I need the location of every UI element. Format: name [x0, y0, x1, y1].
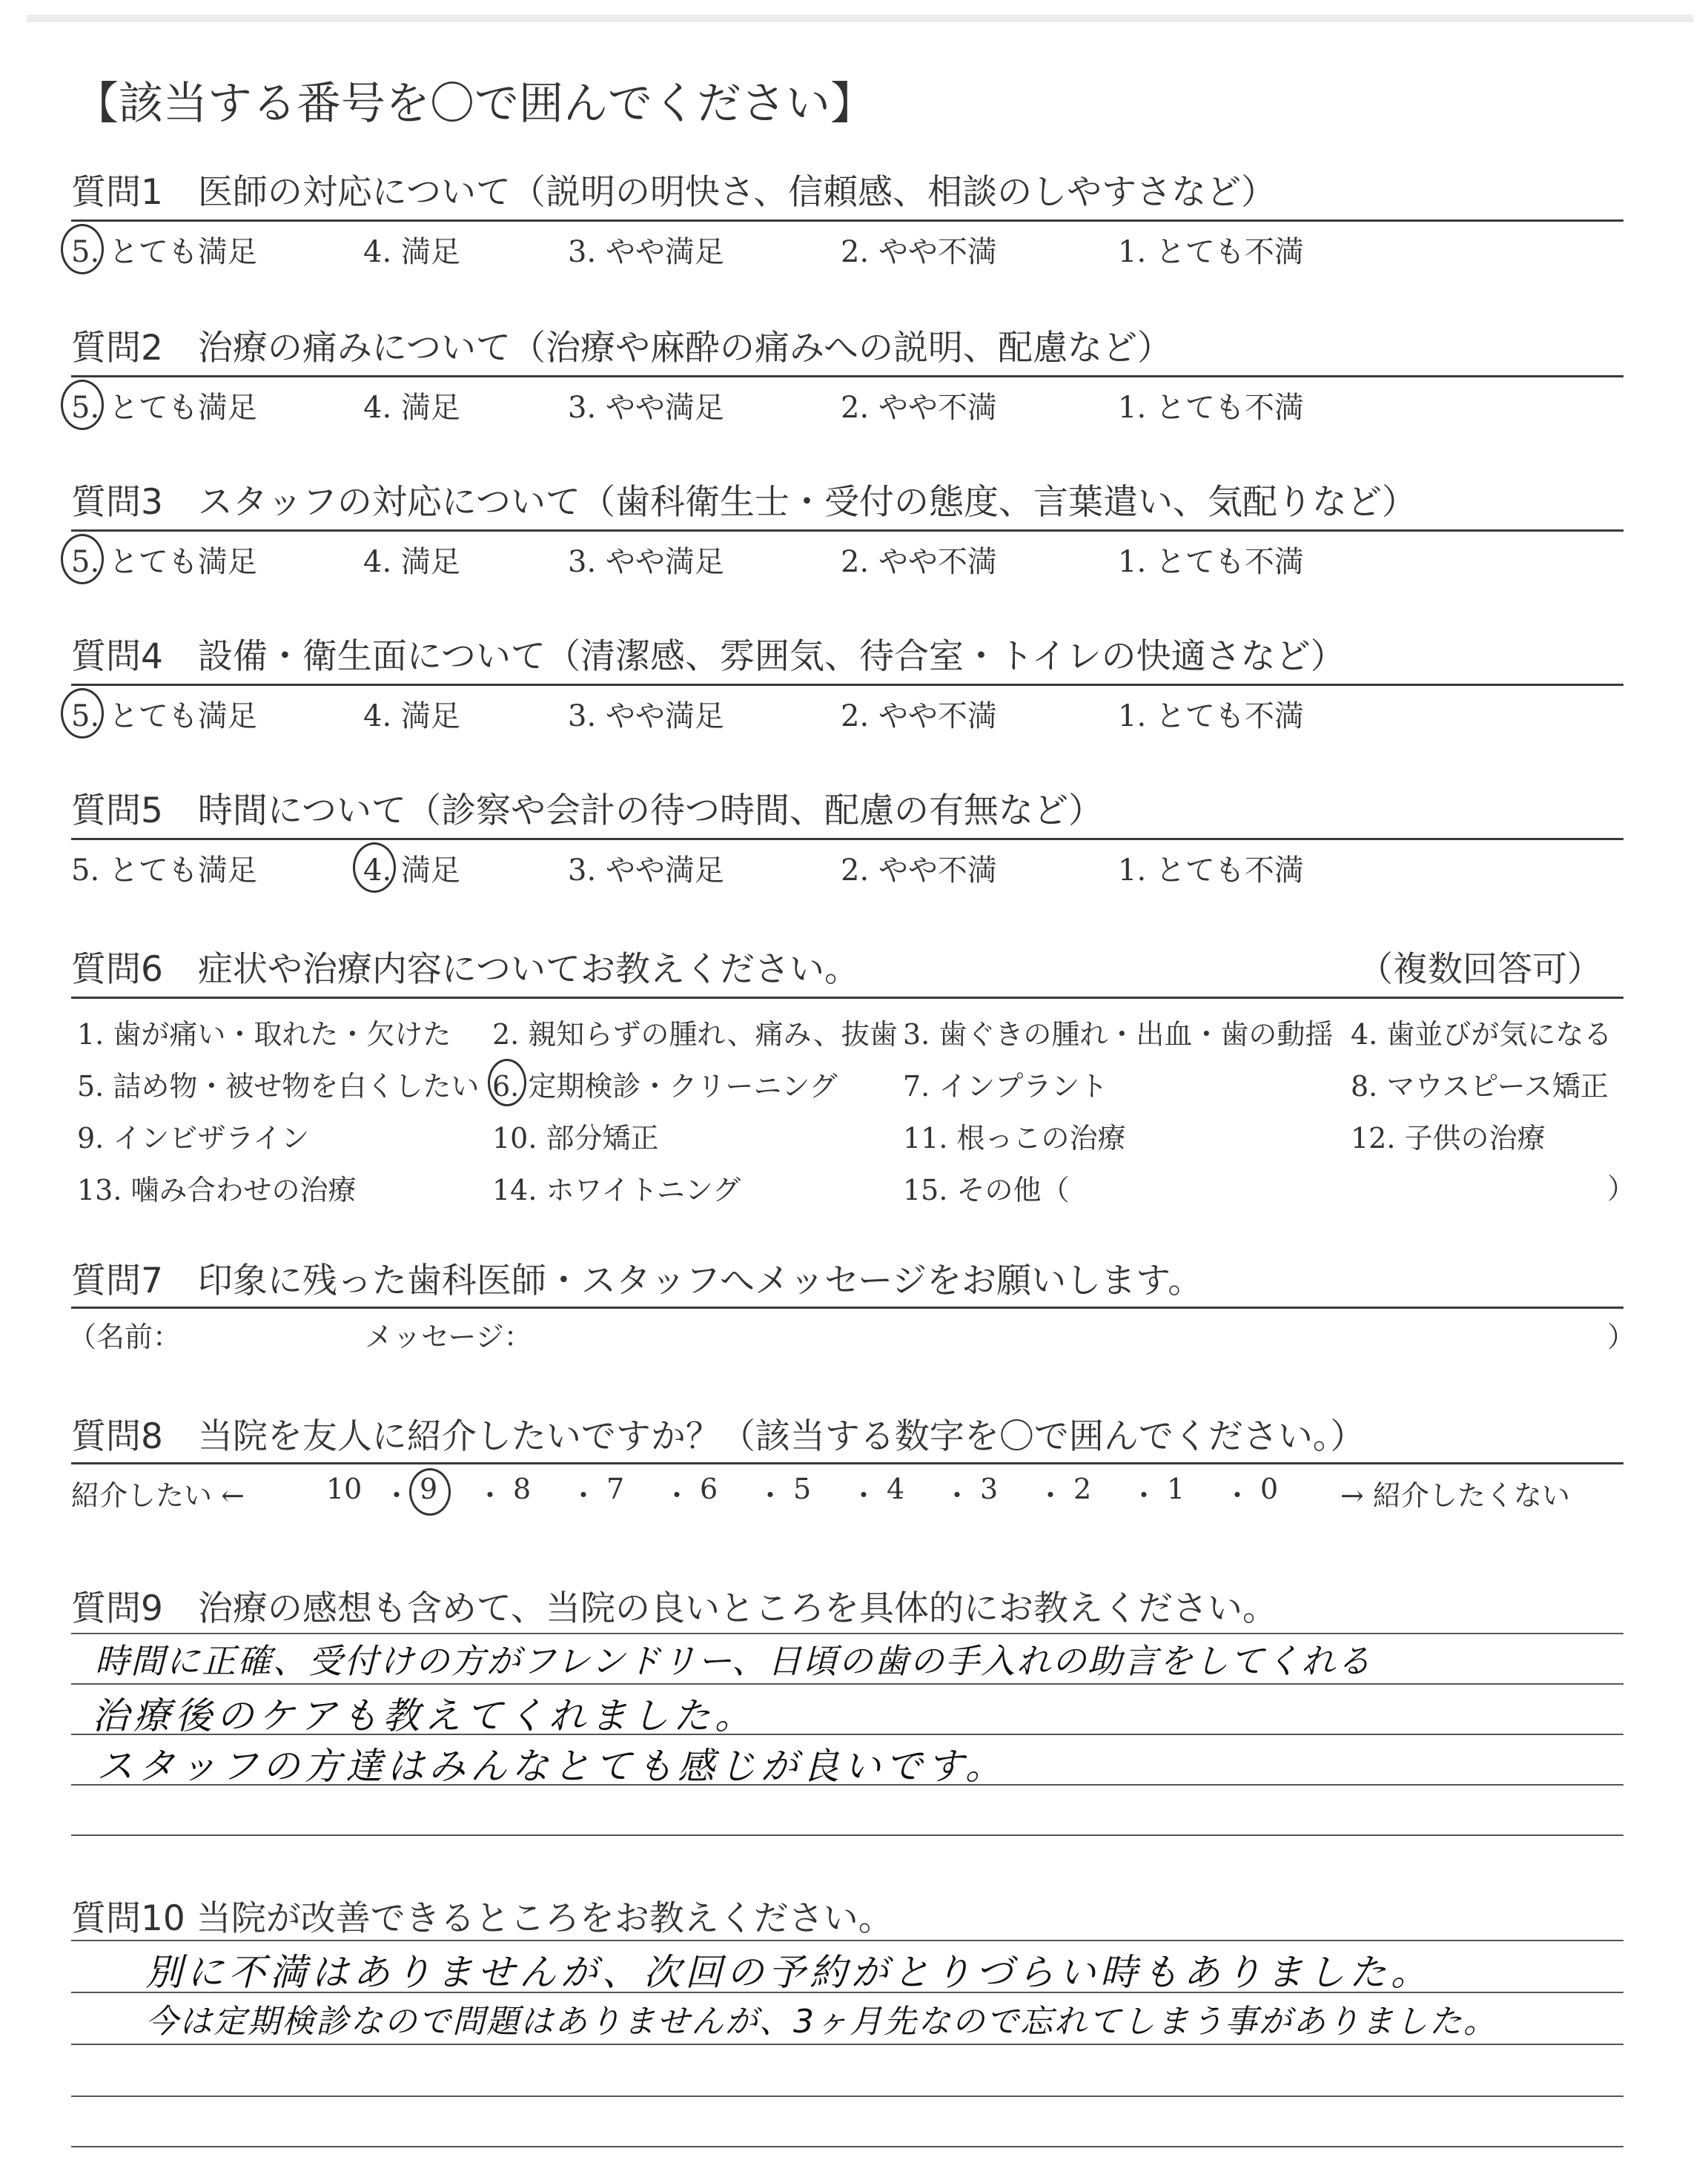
q9-answer-line-2: 治療後のケアも教えてくれました。 — [92, 1694, 756, 1737]
q6-item-14: 14. ホワイトニング — [492, 1174, 741, 1206]
q8-number-2: 2 — [1073, 1473, 1092, 1505]
q10-writing-line-5 — [71, 2146, 1623, 2147]
q3-option-1: 1. とても不満 — [1118, 545, 1304, 579]
q8-number-10: 10 — [326, 1473, 363, 1505]
q6-item-4: 4. 歯並びが気になる — [1351, 1018, 1612, 1051]
instruction-header: 【該当する番号を〇で囲んでください】 — [74, 78, 875, 130]
q8-separator: ・ — [476, 1479, 505, 1512]
q4-option-5: 5. とても満足 — [71, 699, 257, 733]
q6-close-paren: ） — [1607, 1172, 1636, 1205]
q6-item-5: 5. 詰め物・被せ物を白くしたい — [77, 1070, 480, 1103]
q6-selection-circle — [488, 1059, 526, 1106]
q10-title: 質問10 当院が改善できるところをお教えください。 — [71, 1898, 893, 1939]
scan-top-edge — [27, 15, 1693, 22]
q9-writing-line-2 — [71, 1683, 1623, 1685]
q10-writing-line-1 — [71, 1940, 1623, 1941]
q5-selection-circle — [353, 842, 396, 893]
q9-title: 質問9 治療の感想も含めて、当院の良いところを具体的にお教えください。 — [71, 1588, 1277, 1629]
q1-option-1: 1. とても不満 — [1118, 235, 1304, 269]
q10-writing-line-4 — [71, 2095, 1623, 2097]
q8-separator: ・ — [850, 1479, 878, 1512]
q8-left-label: 紹介したい ← — [71, 1479, 245, 1512]
q8-number-9: 9 — [420, 1473, 438, 1505]
q8-rule — [71, 1462, 1623, 1464]
q4-selection-circle — [61, 688, 104, 739]
q9-writing-line-5 — [71, 1834, 1623, 1836]
q10-answer-line-2: 今は定期検診なので問題はありませんが、3ヶ月先なので忘れてしまう事がありました。 — [145, 2003, 1497, 2041]
q8-number-3: 3 — [980, 1473, 999, 1505]
q2-selection-circle — [61, 380, 104, 430]
q8-separator: ・ — [1036, 1479, 1065, 1512]
q6-item-13: 13. 噛み合わせの治療 — [77, 1174, 357, 1206]
q6-item-8: 8. マウスピース矯正 — [1351, 1070, 1609, 1103]
q5-option-2: 2. やや不満 — [841, 853, 997, 888]
q2-option-4: 4. 満足 — [363, 391, 460, 425]
q3-selection-circle — [61, 534, 104, 584]
q2-option-5: 5. とても満足 — [71, 391, 257, 425]
q8-number-8: 8 — [513, 1473, 532, 1505]
q3-option-2: 2. やや不満 — [841, 545, 997, 579]
q6-rule — [71, 997, 1623, 999]
q8-separator: ・ — [756, 1479, 785, 1512]
q8-number-4: 4 — [887, 1473, 905, 1505]
q1-option-3: 3. やや満足 — [568, 235, 724, 269]
q8-number-0: 0 — [1260, 1473, 1279, 1505]
q5-option-5: 5. とても満足 — [71, 853, 257, 888]
q6-item-11: 11. 根っこの治療 — [903, 1122, 1126, 1155]
q7-rule — [71, 1307, 1623, 1309]
q8-selection-circle — [409, 1468, 451, 1516]
q3-option-3: 3. やや満足 — [568, 545, 724, 579]
q2-option-1: 1. とても不満 — [1118, 391, 1304, 425]
q4-option-4: 4. 満足 — [363, 699, 460, 733]
q3-option-4: 4. 満足 — [363, 545, 460, 579]
q3-option-5: 5. とても満足 — [71, 545, 257, 579]
q8-number-6: 6 — [700, 1473, 718, 1505]
q7-title: 質問7 印象に残った歯科医師・スタッフへメッセージをお願いします。 — [71, 1261, 1203, 1301]
q3-rule — [71, 529, 1623, 532]
q8-separator: ・ — [569, 1479, 598, 1512]
q8-separator: ・ — [1223, 1479, 1252, 1512]
q1-option-4: 4. 満足 — [363, 235, 460, 269]
q7-close-paren: ） — [1607, 1321, 1636, 1353]
q6-item-2: 2. 親知らずの腫れ、痛み、抜歯 — [492, 1018, 898, 1051]
q8-separator: ・ — [1130, 1479, 1159, 1512]
q8-number-5: 5 — [793, 1473, 812, 1505]
q2-option-2: 2. やや不満 — [841, 391, 997, 425]
q1-rule — [71, 219, 1623, 222]
q4-rule — [71, 684, 1623, 686]
q6-title: 質問6 症状や治療内容についてお教えください。 — [71, 949, 859, 990]
q1-option-2: 2. やや不満 — [841, 235, 997, 269]
q6-note: （複数回答可） — [1358, 949, 1602, 990]
q4-title: 質問4 設備・衛生面について（清潔感、雰囲気、待合室・トイレの快適さなど） — [71, 636, 1345, 677]
q1-selection-circle — [61, 224, 104, 274]
q10-answer-line-1: 別に不満はありませんが、次回の予約がとりづらい時もありました。 — [145, 1951, 1432, 1994]
q8-number-1: 1 — [1167, 1473, 1185, 1505]
q8-title: 質問8 当院を友人に紹介したいですか？（該当する数字を〇で囲んでください。） — [71, 1416, 1366, 1457]
q2-option-3: 3. やや満足 — [568, 391, 724, 425]
q6-item-9: 9. インビザライン — [77, 1122, 310, 1155]
q6-item-3: 3. 歯ぐきの腫れ・出血・歯の動揺 — [903, 1018, 1334, 1051]
q9-answer-line-3: スタッフの方達はみんなとても感じが良いです。 — [96, 1745, 1007, 1788]
q5-title: 質問5 時間について（診察や会計の待つ時間、配慮の有無など） — [71, 790, 1103, 831]
q6-item-6: 6. 定期検診・クリーニング — [492, 1070, 838, 1103]
q7-message-label: メッセージ： — [365, 1321, 532, 1353]
q5-option-4: 4. 満足 — [363, 853, 460, 888]
q8-separator: ・ — [383, 1479, 411, 1512]
q2-title: 質問2 治療の痛みについて（治療や麻酔の痛みへの説明、配慮など） — [71, 328, 1173, 369]
q6-item-10: 10. 部分矯正 — [492, 1122, 659, 1155]
q8-number-7: 7 — [606, 1473, 625, 1505]
q5-option-1: 1. とても不満 — [1118, 853, 1304, 888]
q2-rule — [71, 375, 1623, 377]
q5-rule — [71, 838, 1623, 840]
q6-item-12: 12. 子供の治療 — [1351, 1122, 1546, 1155]
q1-title: 質問1 医師の対応について（説明の明快さ、信頼感、相談のしやすさなど） — [71, 172, 1277, 213]
q8-separator: ・ — [663, 1479, 692, 1512]
q9-answer-line-1: 時間に正確、受付けの方がフレンドリー、日頃の歯の手入れの助言をしてくれる — [95, 1641, 1373, 1681]
q7-name-label: （名前： — [68, 1321, 182, 1353]
q1-option-5: 5. とても満足 — [71, 235, 257, 269]
q3-title: 質問3 スタッフの対応について（歯科衛生士・受付の態度、言葉遣い、気配りなど） — [71, 482, 1417, 523]
q6-item-15: 15. その他（ — [903, 1174, 1070, 1206]
q4-option-3: 3. やや満足 — [568, 699, 724, 733]
q4-option-1: 1. とても不満 — [1118, 699, 1304, 733]
q5-option-3: 3. やや満足 — [568, 853, 724, 888]
q6-item-1: 1. 歯が痛い・取れた・欠けた — [77, 1018, 451, 1051]
q8-separator: ・ — [943, 1479, 972, 1512]
q8-right-label: → 紹介したくない — [1340, 1479, 1570, 1512]
q6-item-7: 7. インプラント — [903, 1070, 1108, 1103]
q10-writing-line-3 — [71, 2044, 1623, 2045]
q4-option-2: 2. やや不満 — [841, 699, 997, 733]
